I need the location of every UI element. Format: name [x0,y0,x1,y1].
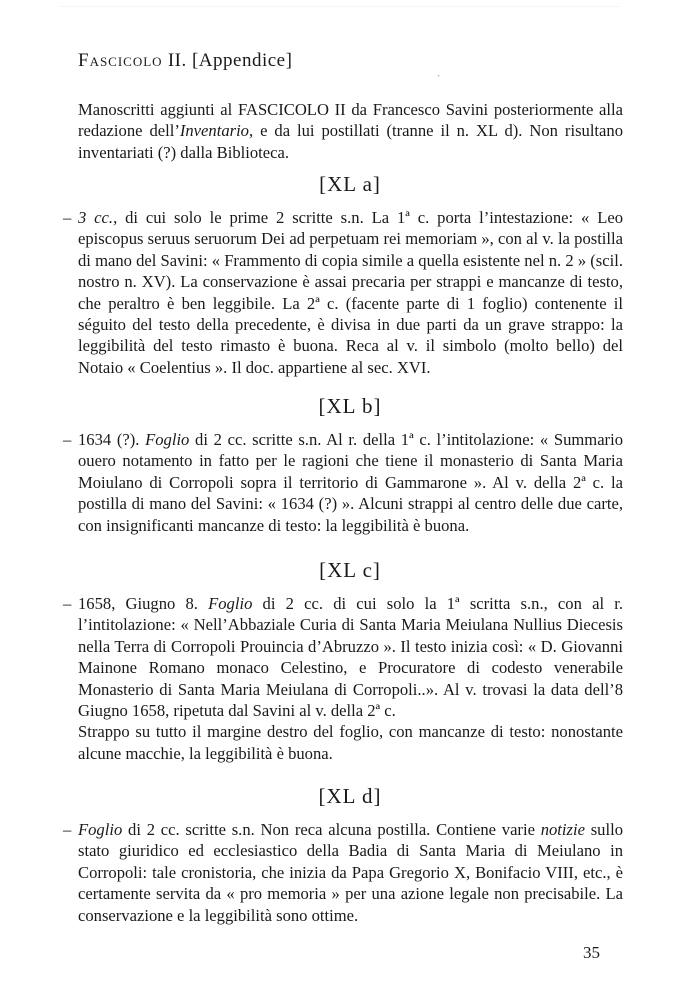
entry-dash: – [63,208,72,227]
entry-lead-plain: 1634 (?). [78,430,146,449]
entry-dash: – [63,430,72,449]
entry-text-continued: Strappo su tutto il margine destro del foglio, con mancanze di testo: nonostante alcune macchie, la leggibilità è buona. [78,722,623,763]
entry-dash: – [63,820,72,839]
intro-text-2: , e da lui postillati (tranne il n. XL d). Non risultano inventariati (?) dalla Biblioteca. [78,121,623,162]
section-heading-xl-a: [XL a] [319,172,381,196]
intro-italic: Inventario [179,121,249,141]
entry-xl-d [63,819,623,926]
top-edge-artifact [60,6,620,8]
intro-text-1: Manoscritti aggiunti al FASCICOLO II da Francesco Savini posteriormente alla redazione dell’ [78,100,623,141]
entry-lead-italic: Foglio [78,820,123,839]
section-heading-xl-d: [XL d] [318,784,382,808]
chapter-title [78,50,292,72]
entry-text: di 2 cc. scritte s.n. Non reca alcuna postilla. Contiene varie [122,820,541,839]
entry-dash: – [63,594,72,613]
entry-lead-italic: 3 cc. [78,208,114,227]
entry-text: di 2 cc. scritte s.n. Al r. della 1ª c. l’intitolazione: « Summario ouero notamento in fatto per le ragioni che tiene il monasterio di Santa Maria Moiulano di Corropoli sopra il territorio di Gammarone ». Al v. della 2ª c. la postilla di mano del Savini: « 1634 (?) ». Alcuni strappi al centro delle due carte, con insignificanti mancanze di testo: la leggibilità è buona. [78,430,623,535]
entry-xl-a [63,207,623,378]
entry-lead-plain: 1658, Giugno 8. [78,594,209,613]
entry-lead-italic: Foglio [208,594,253,613]
section-heading-xl-c: [XL c] [319,558,381,582]
chapter-title-rest: II. [Appendice] [162,50,293,71]
entry-xl-b [63,429,623,536]
page-number: 35 [583,943,600,962]
entry-text: , di cui solo le prime 2 scritte s.n. La 1ª c. porta l’intestazione: « Leo episcopus seruus seruorum Dei ad perpetuam rei memoriam », con al v. la postilla di mano del Savini: « Frammento di copia simile a quella esistente nel n. 2 » (scil. nostro n. XV). La conservazione è assai precaria per strappi e mancanze di testo, che peraltro è ben leggibile. La 2ª c. (facente parte di 1 foglio) contenente il séguito del testo della precedente, è divisa in due parti da un grave strappo: la leggibilità del testo rimasto è buona. Reca al v. il simbolo (molto bello) del Notaio « Coelentius ». Il doc. appartiene al sec. XVI. [78,208,623,377]
entry-lead-italic: Foglio [145,430,190,449]
section-heading-xl-b: [XL b] [318,394,382,418]
chapter-title-smallcaps: Fascicolo [78,50,163,71]
entry-mid-italic: notizie [540,820,585,839]
entry-xl-c [63,593,623,764]
stray-mark: ˎ [437,66,441,77]
entry-text: sullo stato giuridico ed ecclesiastico della Badia di Santa Maria di Meiulano in Corropoli: tale cronistoria, che inizia da Papa Gregorio X, Bonifacio VIII, etc., è certamente servita da « pro memoria » per una azione legale non precisabile. La conservazione e la leggibilità sono ottime. [78,820,623,925]
intro-paragraph [78,99,623,163]
entry-text: di 2 cc. di cui solo la 1ª scritta s.n., con al r. l’intitolazione: « Nell’Abbaziale Curia di Santa Maria Meiulana Nullius Diecesis nella Terra di Corropoli Prouincia d’Abruzzo ». Il testo inizia così: « D. Giovanni Mainone Romano monaco Celestino, e Procuratore di codesto venerabile Monasterio di Santa Maria Meiulana di Corropoli..». Al v. trovasi la data dell’8 Giugno 1658, ripetuta dal Savini al v. della 2ª c. [78,594,623,721]
